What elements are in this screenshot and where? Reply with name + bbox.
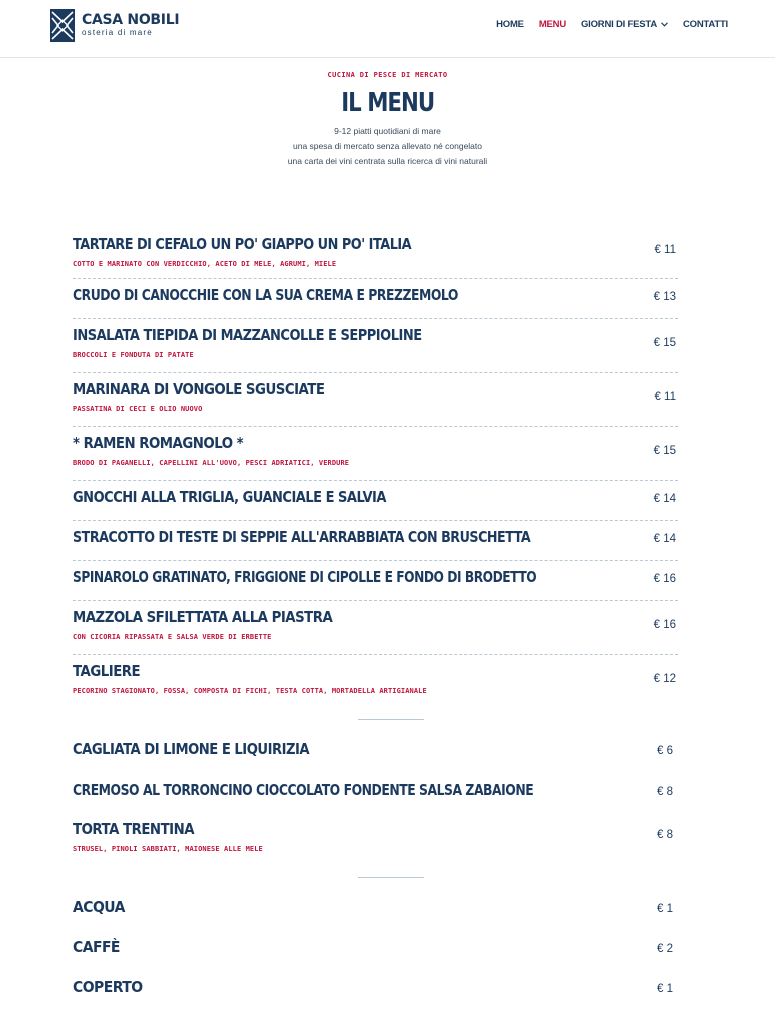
menu-item-price: € 11 <box>654 391 676 403</box>
menu-item <box>73 898 678 938</box>
menu-item <box>73 740 678 779</box>
menu-item <box>73 655 678 705</box>
menu-item-name: INSALATA TIEPIDA DI MAZZANCOLLE E SEPPIOLINE <box>73 326 422 344</box>
menu-item-name: CAGLIATA DI LIMONE E LIQUIRIZIA <box>73 740 310 758</box>
menu-item-price: € 6 <box>657 745 673 757</box>
menu-item-name: CREMOSO AL TORRONCINO CIOCCOLATO FONDENTE SALSA ZABAIONE <box>73 781 534 799</box>
menu-item-name: MAZZOLA SFILETTATA ALLA PIASTRA <box>73 608 333 626</box>
menu-item <box>73 601 678 655</box>
menu-item-price: € 13 <box>653 291 676 303</box>
site-header <box>0 0 775 58</box>
menu-item-description: COTTO E MARINATO CON VERDICCHIO, ACETO DI MELE, AGRUMI, MIELE <box>73 260 337 268</box>
menu-item <box>73 373 678 427</box>
menu-item <box>73 978 678 1018</box>
menu-intro <box>0 71 775 169</box>
menu-item <box>73 779 678 818</box>
section-divider <box>358 719 424 720</box>
menu-item-price: € 8 <box>657 786 673 798</box>
menu-item-name: STRACOTTO DI TESTE DI SEPPIE ALL'ARRABBIATA CON BRUSCHETTA <box>73 528 531 546</box>
extras-list <box>73 898 678 1018</box>
menu-item-name: MARINARA DI VONGOLE SGUSCIATE <box>73 380 325 398</box>
nav-giorni-di-festa-label: GIORNI DI FESTA <box>580 19 657 30</box>
menu-item-price: € 1 <box>657 983 673 995</box>
menu-item-price: € 1 <box>657 903 673 915</box>
menu-item <box>73 818 678 868</box>
menu-item-name: SPINAROLO GRATINATO, FRIGGIONE DI CIPOLLE E FONDO DI BRODETTO <box>73 568 537 586</box>
menu-item-price: € 11 <box>654 244 676 256</box>
menu-item-name: GNOCCHI ALLA TRIGLIA, GUANCIALE E SALVIA <box>73 488 386 506</box>
menu-item <box>73 319 678 373</box>
desserts-list <box>73 740 678 868</box>
menu-item-price: € 14 <box>653 533 676 545</box>
nav-menu-label: MENU <box>538 19 566 30</box>
menu-item-name: CRUDO DI CANOCCHIE CON LA SUA CREMA E PREZZEMOLO <box>73 286 458 304</box>
menu-item-name: * RAMEN ROMAGNOLO * <box>73 434 244 452</box>
main-nav <box>481 19 728 30</box>
menu-item-name: CAFFÈ <box>73 938 120 956</box>
menu-item-name: COPERTO <box>73 978 143 996</box>
menu-item-description: STRUSEL, PINOLI SABBIATI, MAIONESE ALLE MELE <box>73 845 263 853</box>
menu-eyebrow: CUCINA DI PESCE DI MERCATO <box>327 71 448 79</box>
menu-item-price: € 16 <box>653 619 676 631</box>
menu-item-price: € 15 <box>653 445 676 457</box>
menu-item <box>73 521 678 561</box>
nav-giorni-di-festa[interactable] <box>581 19 668 30</box>
menu-item-price: € 16 <box>653 573 676 585</box>
menu-item-description: PECORINO STAGIONATO, FOSSA, COMPOSTA DI FICHI, TESTA COTTA, MORTADELLA ARTIGIANALE <box>73 687 427 695</box>
menu-item-price: € 12 <box>653 673 676 685</box>
menu-description-line: 9-12 piatti quotidiani di mare <box>334 126 441 136</box>
menu-item <box>73 938 678 978</box>
menu-item-name: TAGLIERE <box>73 662 141 680</box>
page-title: IL MENU <box>341 88 434 118</box>
logo-mark-icon <box>50 9 75 42</box>
menu-item-price: € 8 <box>657 829 673 841</box>
menu-description <box>0 124 775 169</box>
menu-item-name: ACQUA <box>73 898 125 916</box>
menu-item-description: PASSATINA DI CECI E OLIO NUOVO <box>73 405 203 413</box>
menu-item-price: € 2 <box>657 943 673 955</box>
menu-description-line: una spesa di mercato senza allevato né congelato <box>292 141 482 151</box>
chevron-down-icon <box>661 22 668 27</box>
menu-item <box>73 427 678 481</box>
nav-contatti-label: CONTATTI <box>682 19 728 30</box>
mains-list <box>73 233 678 705</box>
section-divider <box>358 877 424 878</box>
menu-item <box>73 481 678 521</box>
brand-tagline: osteria di mare <box>82 28 153 37</box>
menu-item-price: € 14 <box>653 493 676 505</box>
nav-menu[interactable] <box>539 19 566 30</box>
menu-item <box>73 233 678 279</box>
menu-item-description: BRODO DI PAGANELLI, CAPELLINI ALL'UOVO, PESCI ADRIATICI, VERDURE <box>73 459 350 467</box>
brand-name: CASA NOBILI <box>82 12 180 28</box>
menu-item-price: € 15 <box>653 337 676 349</box>
brand-logo[interactable] <box>50 9 179 42</box>
nav-contatti[interactable] <box>683 19 728 30</box>
menu-item-name: TARTARE DI CEFALO UN PO' GIAPPO UN PO' ITALIA <box>73 235 412 253</box>
nav-home[interactable] <box>496 19 524 30</box>
menu-description-line: una carta dei vini centrata sulla ricerca di vini naturali <box>287 156 488 166</box>
menu-item-description: BROCCOLI E FONDUTA DI PATATE <box>73 351 194 359</box>
nav-home-label: HOME <box>496 19 524 30</box>
menu-item-name: TORTA TRENTINA <box>73 820 195 838</box>
menu-item-description: CON CICORIA RIPASSATA E SALSA VERDE DI ERBETTE <box>73 633 272 641</box>
menu-item <box>73 561 678 601</box>
menu-item <box>73 279 678 319</box>
